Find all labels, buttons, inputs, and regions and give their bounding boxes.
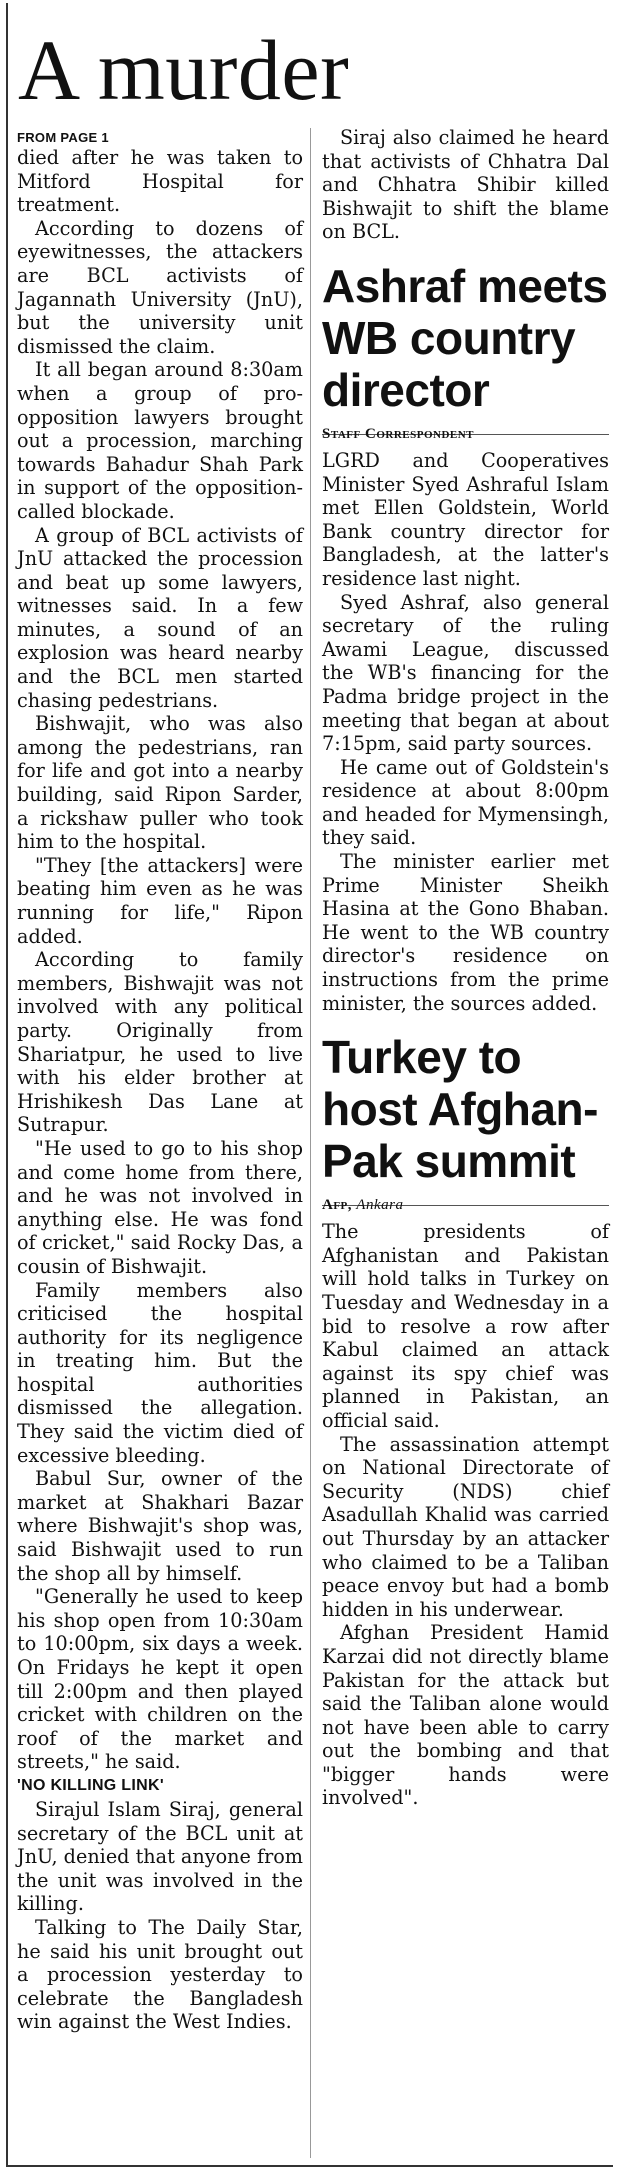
main-story-column-1 bbox=[17, 130, 303, 2034]
article-paragraph: "He used to go to his shop and come home from there, and he was not involved in anything else. He was fond of cricket," said Rocky Das, a cousin of Bishwajit. bbox=[17, 1136, 303, 1278]
subhead-no-killing-link: 'NO KILLING LINK' bbox=[17, 1776, 164, 1794]
byline-afp: Afp, Ankara bbox=[322, 1197, 404, 1214]
headline-turkey: Turkey to host Afghan-Pak summit bbox=[322, 1031, 598, 1188]
article-paragraph: Babul Sur, owner of the market at Shakhari Bazar where Bishwajit's shop was, said Bishwajit used to run the shop all by himself. bbox=[17, 1467, 303, 1585]
article-paragraph: The minister earlier met Prime Minister Sheikh Hasina at the Gono Bhaban. He went to the WB country director's residence on instructions from the prime minister, the sources added. bbox=[322, 850, 609, 1015]
byline-agency: Afp bbox=[322, 1197, 348, 1214]
headline-ashraf: Ashraf meets WB country director bbox=[322, 259, 608, 416]
article-paragraph: The presidents of Afghanistan and Pakistan will hold talks in Turkey on Tuesday and Wednesday in a bid to resolve a row after Kabul claimed an attack against its spy chief was planned in Pakistan, an official said. bbox=[322, 1220, 609, 1432]
right-column bbox=[322, 126, 609, 1810]
article-paragraph: Sirajul Islam Siraj, general secretary of the BCL unit at JnU, denied that anyone from the unit was involved in the killing. bbox=[17, 1797, 303, 1916]
article-paragraph: The assassination attempt on National Directorate of Security (NDS) chief Asadullah Khalid was carried out Thursday by an attacker who claimed to be a Taliban peace envoy but had a bomb hidden in his underwear. bbox=[322, 1432, 609, 1621]
article-paragraph: Bishwajit, who was also among the pedestrians, ran for life and got into a nearby building, said Ripon Sarder, a rickshaw puller who took him to the hospital. bbox=[17, 712, 303, 854]
article-paragraph: A group of BCL activists of JnU attacked the procession and beat up some lawyers, witnesses said. In a few minutes, a sound of an explosion was heard nearby and the BCL men started chasing pedestrians. bbox=[17, 523, 303, 712]
article-paragraph: According to dozens of eyewitnesses, the attackers are BCL activists of Jagannath University (JnU), but the university unit dismissed the claim. bbox=[17, 216, 303, 358]
article-paragraph: Afghan President Hamid Karzai did not directly blame Pakistan for the attack but said the Taliban alone would not have been able to carry out the bombing and that "bigger hands were involved". bbox=[322, 1621, 609, 1810]
article-paragraph: Family members also criticised the hospital authority for its negligence in treating him. But the hospital authorities dismissed the allegation. They said the victim died of excessive bleeding. bbox=[17, 1278, 303, 1467]
byline-staff-correspondent: Staff Correspondent bbox=[322, 425, 475, 442]
left-border-rule bbox=[6, 3, 8, 2165]
article-paragraph: He came out of Goldstein's residence at about 8:00pm and headed for Mymensingh, they said. bbox=[322, 755, 609, 850]
kicker-from-page-1: FROM PAGE 1 bbox=[17, 130, 109, 145]
main-headline: A murder bbox=[18, 22, 350, 118]
article-paragraph: It all began around 8:30am when a group of pro-opposition lawyers brought out a procession, marching towards Bahadur Shah Park in support of the opposition-called blockade. bbox=[17, 358, 303, 523]
article-paragraph: According to family members, Bishwajit was not involved with any political party. Originally from Shariatpur, he used to live with his elder brother at Hrishikesh Das Lane at Sutrapur. bbox=[17, 948, 303, 1137]
article-paragraph: LGRD and Cooperatives Minister Syed Ashraful Islam met Ellen Goldstein, World Bank country director for Bangladesh, at the latter's residence last night. bbox=[322, 448, 609, 590]
article-paragraph: Syed Ashraf, also general secretary of the ruling Awami League, discussed the WB's financing for the Padma bridge project in the meeting that began at about 7:15pm, said party sources. bbox=[322, 590, 609, 756]
article-paragraph: "Generally he used to keep his shop open from 10:30am to 10:00pm, six days a week. On Fridays he kept it open till 2:00pm and then played cricket with children on the roof of the market and streets," he said. bbox=[17, 1585, 303, 1774]
bottom-border-rule bbox=[6, 2165, 613, 2167]
byline-place: Ankara bbox=[356, 1197, 404, 1214]
article-paragraph: Siraj also claimed he heard that activists of Chhatra Dal and Chhatra Shibir killed Bishwajit to shift the blame on BCL. bbox=[322, 126, 609, 244]
article-paragraph: "They [the attackers] were beating him even as he was running for life," Ripon added. bbox=[17, 853, 303, 948]
article-paragraph: Talking to The Daily Star, he said his unit brought out a procession yesterday to celebrate the Bangladesh win against the West Indies. bbox=[17, 1915, 303, 2034]
column-divider bbox=[310, 128, 311, 2158]
article-paragraph: died after he was taken to Mitford Hospital for treatment. bbox=[17, 146, 303, 217]
